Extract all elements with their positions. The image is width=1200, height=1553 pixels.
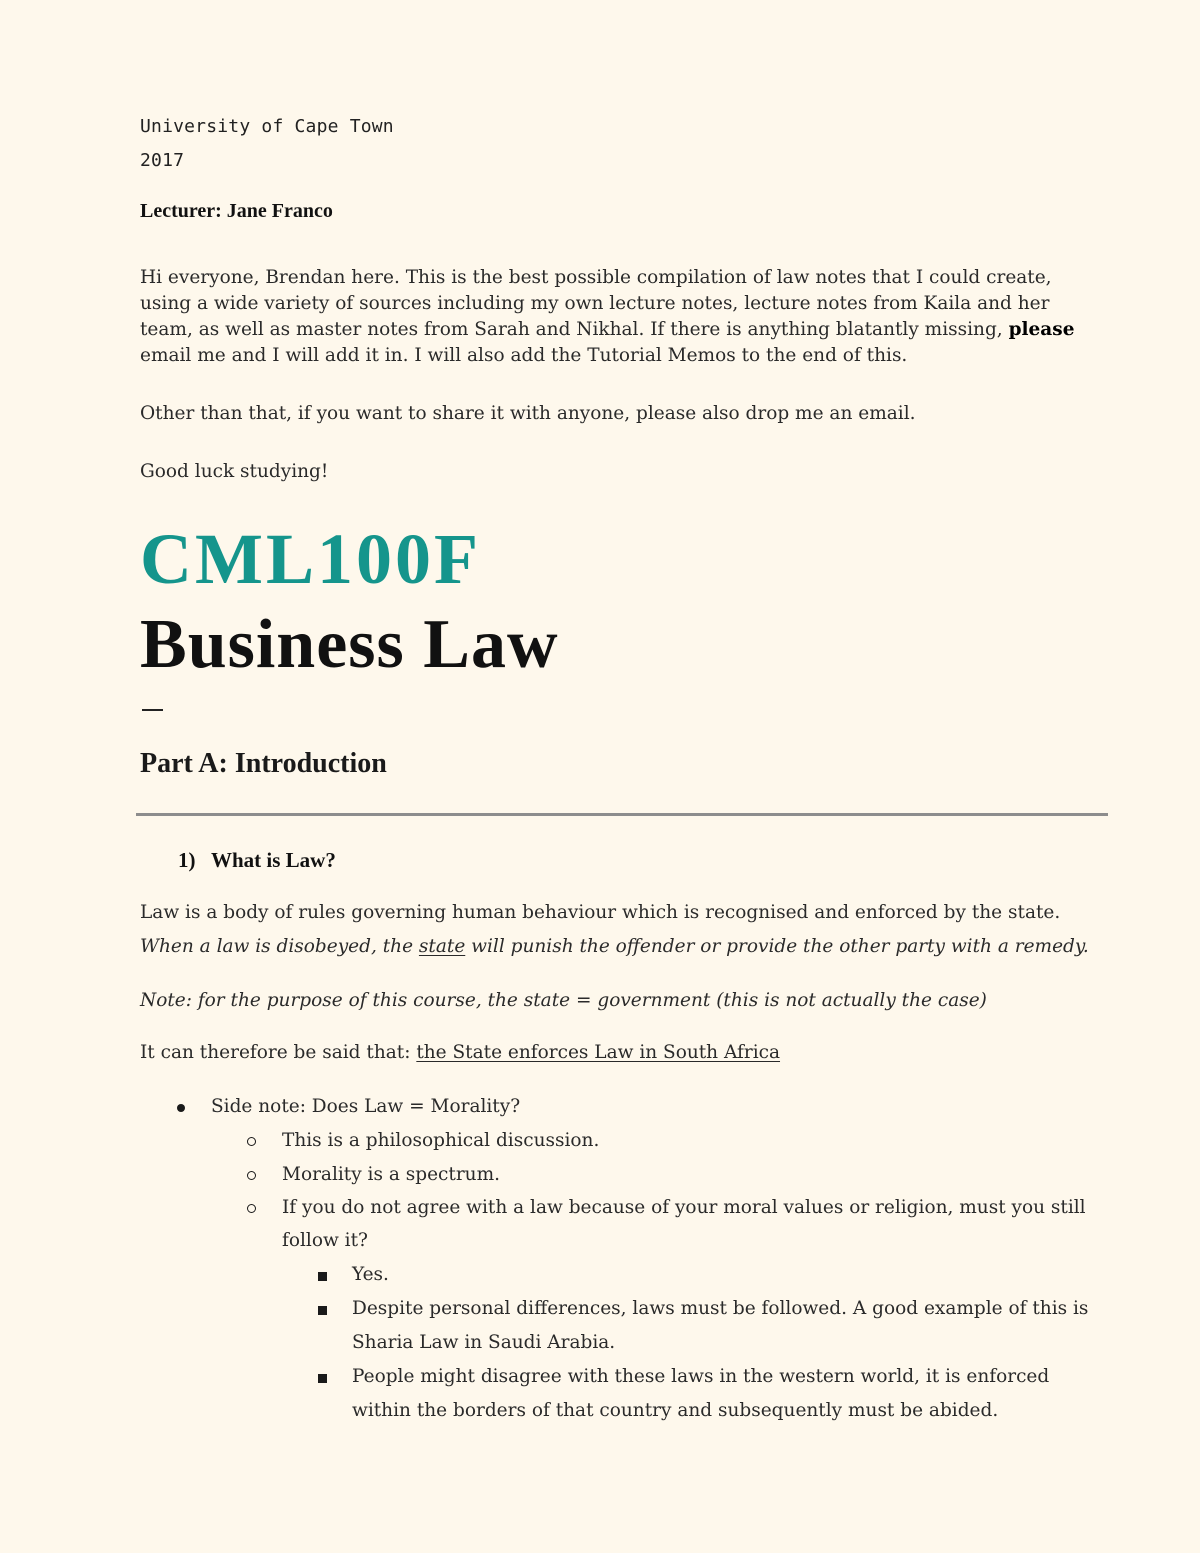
share-paragraph: Other than that, if you want to share it with anyone, please also drop me an email. [140, 403, 916, 424]
section-title: What is Law? [211, 848, 336, 872]
course-code: CML100F [140, 519, 481, 599]
title-dash [142, 709, 163, 711]
course-title: Business Law [140, 606, 559, 683]
intro-text-start: Hi everyone, Brendan here. This is the best possible compilation of law notes that I could create, using a wide variety of sources including my own lecture notes, lecture notes from Kaila and her team, as well as master notes from Sarah and Nikhal. If there is anything blatantly missing, [140, 267, 1052, 340]
part-heading: Part A: Introduction [140, 748, 387, 779]
disobey-text-end: will punish the offender or provide the other party with a remedy. [471, 936, 1089, 957]
section-number: 1) [178, 848, 196, 872]
list-item-side-note: Side note: Does Law = Morality? [211, 1096, 521, 1117]
list-item-continuation: Sharia Law in Saudi Arabia. [352, 1332, 616, 1353]
bullet-square-icon [318, 1272, 327, 1281]
law-definition: Law is a body of rules governing human behaviour which is recognised and enforced by the state. [140, 902, 1061, 923]
intro-text-end: email me and I will add it in. I will also add the Tutorial Memos to the end of this. [140, 345, 908, 366]
conclusion-prefix: It can therefore be said that: [140, 1042, 411, 1063]
course-note: Note: for the purpose of this course, the state = government (this is not actually the case) [140, 990, 987, 1011]
state-underlined: state [418, 936, 466, 957]
list-item: Despite personal differences, laws must be followed. A good example of this is [352, 1298, 1089, 1319]
bullet-square-icon [318, 1374, 327, 1383]
list-item: Yes. [352, 1264, 389, 1285]
list-item-continuation: within the borders of that country and subsequently must be abided. [352, 1400, 999, 1421]
list-item: This is a philosophical discussion. [282, 1130, 600, 1151]
university-name: University of Cape Town [140, 116, 394, 137]
conclusion-line [140, 1042, 780, 1063]
bullet-square-icon [318, 1306, 327, 1315]
bullet-circle-icon [247, 1171, 256, 1180]
conclusion-underlined: the State enforces Law in South Africa [416, 1042, 781, 1063]
list-item: If you do not agree with a law because of your moral values or religion, must you still [282, 1197, 1086, 1218]
section-divider [136, 813, 1108, 816]
disobey-text-start: When a law is disobeyed, the [140, 936, 414, 957]
bullet-circle-icon [247, 1137, 256, 1146]
list-item-continuation: follow it? [282, 1230, 368, 1251]
bullet-circle-icon [247, 1204, 256, 1213]
year: 2017 [140, 150, 185, 171]
good-luck-paragraph: Good luck studying! [140, 461, 329, 482]
list-item: Morality is a spectrum. [282, 1164, 501, 1185]
intro-paragraph [140, 265, 1090, 369]
disobey-sentence [140, 936, 1089, 957]
lecturer-line: Lecturer: Jane Franco [140, 200, 333, 222]
list-item: People might disagree with these laws in the western world, it is enforced [352, 1366, 1050, 1387]
bullet-disc-icon [177, 1104, 185, 1112]
intro-emphasis: please [1008, 319, 1075, 340]
